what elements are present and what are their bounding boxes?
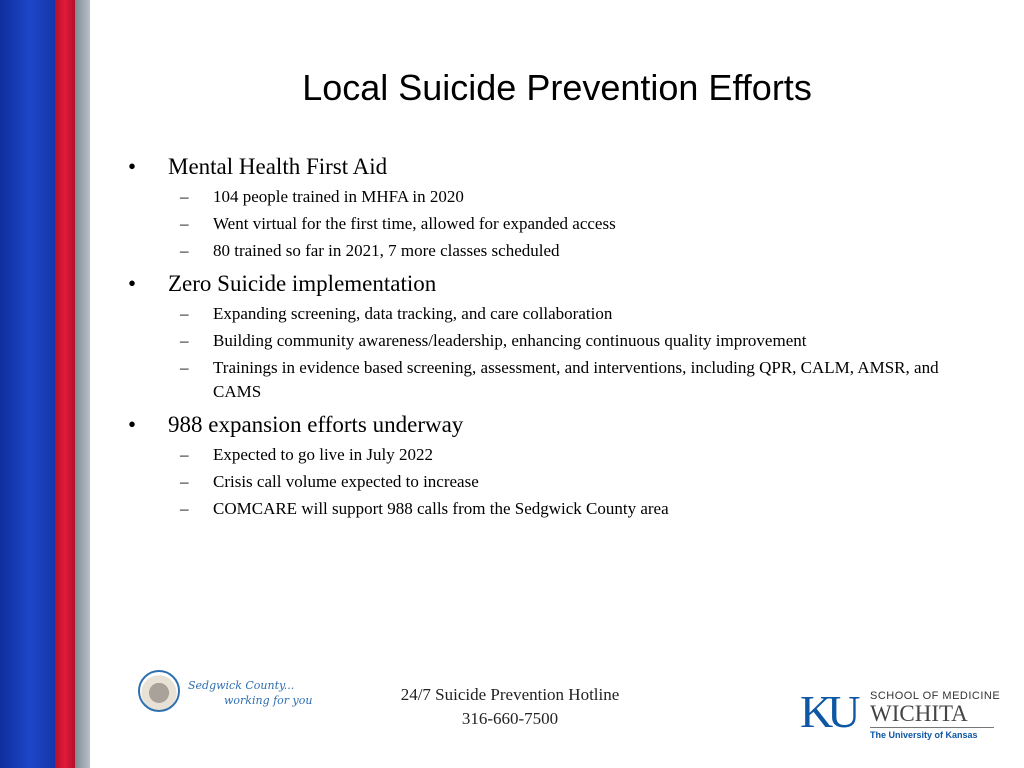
bullet-text: Mental Health First Aid (168, 154, 388, 179)
sub-bullet-list (128, 302, 958, 404)
hotline-number: 316-660-7500 (461, 709, 559, 728)
dash-icon: – (180, 358, 189, 377)
ku-wichita-logo (800, 687, 1000, 747)
dash-icon: – (180, 214, 189, 233)
sub-bullet-text: 104 people trained in MHFA in 2020 (213, 187, 464, 206)
sub-bullet-text: Expected to go live in July 2022 (213, 445, 434, 464)
ku-wichita-label: WICHITA (870, 701, 968, 726)
dash-icon: – (180, 304, 189, 323)
sub-bullet-text: Building community awareness/leadership, enhancing continuous quality improvement (213, 331, 807, 350)
sub-bullet-text: Trainings in evidence based screening, assessment, and interventions, including QPR, CALM, AMSR, and CAMS (213, 358, 939, 401)
sub-bullet-item (128, 302, 958, 326)
sub-bullet-item (128, 356, 958, 404)
sub-bullet-list (128, 443, 958, 521)
dash-icon: – (180, 241, 189, 260)
sub-bullet-text: 80 trained so far in 2021, 7 more classes scheduled (213, 241, 560, 260)
sub-bullet-list (128, 185, 958, 263)
bullet-dot-icon: • (128, 271, 137, 296)
dash-icon: – (180, 472, 189, 491)
sub-bullet-item (128, 212, 958, 236)
sedgwick-county-logo (138, 667, 313, 715)
dash-icon: – (180, 331, 189, 350)
sub-bullet-item (128, 443, 958, 467)
bullet-item (128, 410, 958, 440)
ku-divider (870, 727, 994, 728)
sub-bullet-item (128, 329, 958, 353)
bullet-list (128, 152, 958, 527)
sedgwick-logo-line2: working for you (224, 694, 313, 707)
hotline-info (370, 683, 650, 731)
hotline-label: 24/7 Suicide Prevention Hotline (400, 685, 620, 704)
dash-icon: – (180, 445, 189, 464)
sub-bullet-item (128, 239, 958, 263)
bullet-text: Zero Suicide implementation (168, 271, 437, 296)
sub-bullet-item (128, 470, 958, 494)
ku-mark: KU (800, 686, 855, 737)
slide-title: Local Suicide Prevention Efforts (302, 67, 812, 108)
sub-bullet-item (128, 497, 958, 521)
sub-bullet-text: COMCARE will support 988 calls from the Sedgwick County area (213, 499, 669, 518)
bullet-dot-icon: • (128, 412, 137, 437)
sub-bullet-text: Crisis call volume expected to increase (213, 472, 479, 491)
sub-bullet-text: Expanding screening, data tracking, and care collaboration (213, 304, 613, 323)
bullet-dot-icon: • (128, 154, 137, 179)
sedgwick-logo-line1: Sedgwick County... (188, 679, 295, 692)
bullet-text: 988 expansion efforts underway (168, 412, 464, 437)
bullet-item (128, 269, 958, 299)
county-seal-icon (138, 670, 180, 712)
left-red-stripe (55, 0, 75, 768)
dash-icon: – (180, 187, 189, 206)
bullet-item (128, 152, 958, 182)
ku-school-label: SCHOOL OF MEDICINE (870, 690, 1001, 702)
ku-university-label: The University of Kansas (870, 730, 978, 740)
sub-bullet-item (128, 185, 958, 209)
left-blue-stripe (0, 0, 55, 768)
left-gray-stripe (75, 0, 90, 768)
dash-icon: – (180, 499, 189, 518)
sub-bullet-text: Went virtual for the first time, allowed for expanded access (213, 214, 616, 233)
